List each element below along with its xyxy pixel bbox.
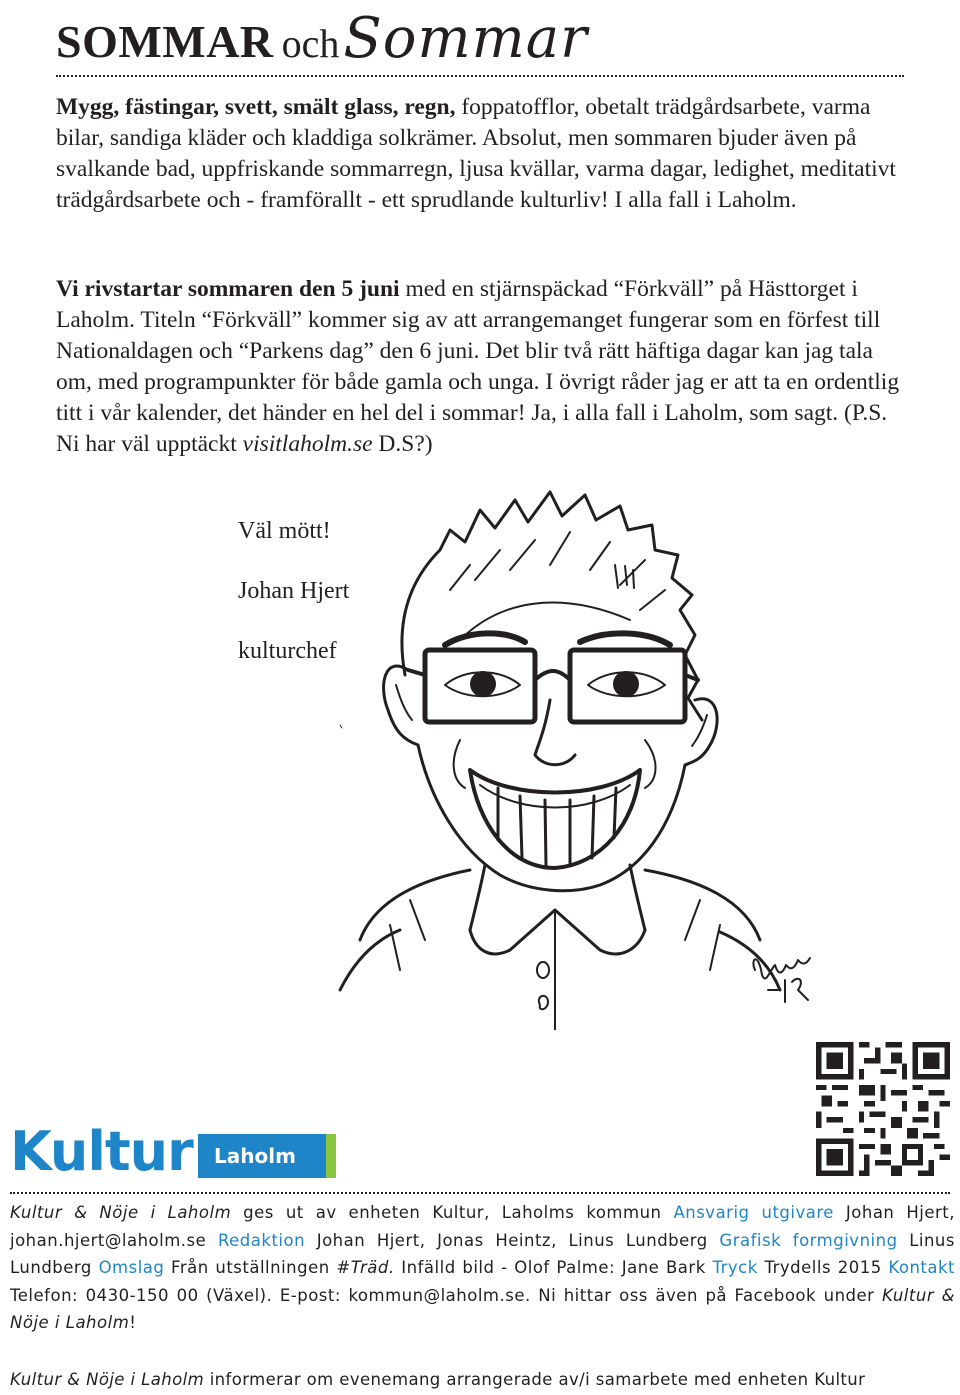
main-lead: Vi rivstartar sommaren den 5 juni: [56, 276, 400, 302]
exhibition-name: #Träd.: [336, 1258, 395, 1277]
org-name: Kultur & Nöje i Laholm: [10, 1203, 232, 1222]
footer-note: [10, 1370, 955, 1389]
intro-lead: Mygg, fästingar, svett, smält glass, regn,: [56, 94, 456, 120]
label-print: Tryck: [712, 1258, 758, 1277]
title-caps: SOMMAR: [56, 16, 274, 67]
main-text-a: med en stjärnspäckad “Förkväll” på Hästtorget i Laholm. Titeln “Förkväll” kommer sig av att arrangemanget fungerar som en förfest till Nationaldagen och “Parkens dag” den 6 juni. Det blir två rätt häftiga dagar kan jag tala om, med programpunkter för både gamla och unga. I övrigt råder jag er att ta en ordentlig titt i vår kalender, det händer en hel del i sommar! Ja, i alla fall i Laholm, som sagt. (P.S. Ni har väl upptäckt: [56, 276, 900, 457]
signature-name: Johan Hjert: [238, 578, 350, 604]
colophon-text: !: [129, 1313, 137, 1332]
page-title: [56, 6, 588, 71]
colophon-text: Från utställningen: [164, 1258, 337, 1277]
dotted-divider-bottom: [10, 1192, 950, 1194]
colophon-text: Telefon: 0430-150 00 (Växel). E-post: kommun@laholm.se. Ni hittar oss även på Facebook under: [10, 1285, 882, 1305]
logo-box: [198, 1134, 336, 1178]
artist-signature: [753, 958, 810, 1002]
main-paragraph: [56, 274, 906, 460]
main-text-b: D.S?): [372, 431, 433, 457]
colophon-text: Linus Lundberg: [10, 1230, 955, 1277]
colophon-text: Johan Hjert, johan.hjert@laholm.se: [10, 1203, 956, 1250]
label-design: Grafisk formgivning: [719, 1230, 898, 1250]
facebook-page-name: Kultur & Nöje i Laholm: [10, 1285, 955, 1332]
title-script: Sommar: [343, 6, 588, 71]
dotted-divider-top: [56, 75, 904, 77]
intro-paragraph: [56, 92, 906, 216]
colophon-text: Trydells 2015: [757, 1258, 889, 1277]
kultur-laholm-logo: [10, 1120, 330, 1183]
colophon-text: Johan Hjert, Jonas Heintz, Linus Lundberg: [305, 1230, 720, 1250]
greeting: Väl mött!: [238, 518, 331, 544]
footer-org: Kultur & Nöje i Laholm: [10, 1370, 205, 1389]
label-contact: Kontakt: [888, 1258, 956, 1277]
title-och: och: [281, 21, 340, 66]
colophon-text: Infälld bild - Olof Palme: Jane Bark: [394, 1258, 713, 1277]
visitlaholm-link[interactable]: visitlaholm.se: [242, 431, 373, 457]
colophon: [10, 1199, 955, 1337]
qr-code[interactable]: [816, 1042, 950, 1176]
label-publisher: Ansvarig utgivare: [673, 1203, 834, 1222]
logo-word-kultur: Kultur: [10, 1120, 193, 1183]
label-cover: Omslag: [98, 1258, 165, 1277]
intro-text: foppatofflor, obetalt trädgårdsarbete, varma bilar, sandiga kläder och kladdiga solkrämer. Absolut, men sommaren bjuder även på svalkande bad, uppfriskande sommarregn, ljusa kvällar, varma dagar, ledighet, meditativt trädgårdsarbete och - framförallt - ett sprudlande kulturliv! I alla fall i Laholm.: [56, 94, 896, 213]
signature-role: kulturchef: [238, 638, 337, 664]
label-editor: Redaktion: [217, 1230, 306, 1250]
caricature-illustration: [300, 470, 820, 1030]
colophon-text: ges ut av enheten Kultur, Laholms kommun: [231, 1203, 674, 1222]
footer-text: informerar om evenemang arrangerade av/i samarbete med enheten Kultur: [204, 1370, 866, 1389]
logo-word-laholm: Laholm: [214, 1144, 296, 1168]
